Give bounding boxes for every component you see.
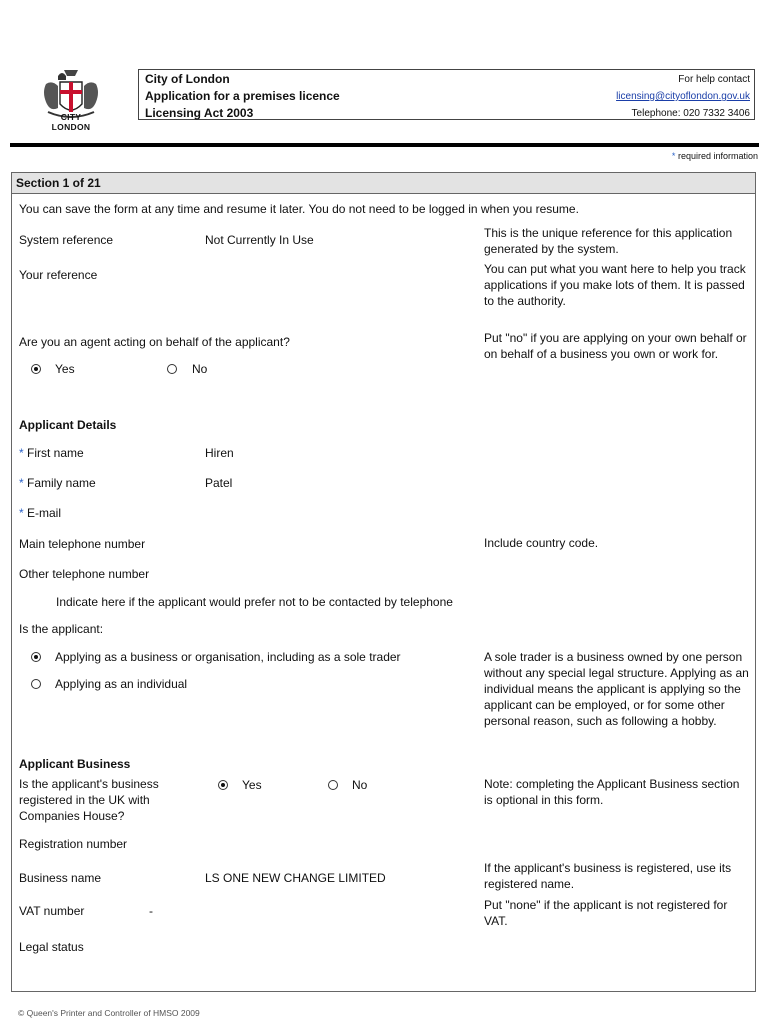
first-name-label-text: First name bbox=[27, 446, 84, 460]
required-marker: * bbox=[19, 446, 24, 460]
system-reference-label: System reference bbox=[19, 233, 114, 247]
header-divider bbox=[10, 143, 759, 147]
first-name-field[interactable]: Hiren bbox=[205, 446, 234, 460]
no-phone-contact-option[interactable]: Indicate here if the applicant would prefer not to be contacted by telephone bbox=[56, 595, 453, 609]
help-contact-label: For help contact bbox=[678, 74, 750, 85]
form-section bbox=[11, 172, 756, 992]
first-name-label bbox=[19, 446, 84, 460]
intro-text: You can save the form at any time and resume it later. You do not need to be logged in when you resume. bbox=[19, 202, 579, 216]
form-title: Application for a premises licence bbox=[145, 89, 340, 103]
email-label-text: E-mail bbox=[27, 506, 62, 520]
required-info-note bbox=[672, 151, 758, 161]
family-name-label-text: Family name bbox=[27, 476, 96, 490]
applicant-details-heading: Applicant Details bbox=[19, 418, 117, 432]
business-name-label: Business name bbox=[19, 871, 102, 885]
applicant-type-help: A sole trader is a business owned by one person without any special legal structure. Applying as an individual means the applicant is applying so the applicant can be employed, or for some other personal reason, such as following a hobby. bbox=[484, 650, 749, 728]
section-title: Section 1 of 21 bbox=[12, 173, 755, 194]
agent-no-label: No bbox=[192, 362, 208, 376]
your-reference-label: Your reference bbox=[19, 268, 98, 282]
system-reference-help: This is the unique reference for this application generated by the system. bbox=[484, 226, 733, 256]
main-phone-label: Main telephone number bbox=[19, 537, 146, 551]
registered-no-label: No bbox=[352, 778, 368, 792]
agent-help: Put "no" if you are applying on your own behalf or on behalf of a business you own or work for. bbox=[484, 331, 747, 361]
required-marker: * bbox=[19, 476, 24, 490]
required-note-text: required information bbox=[677, 151, 758, 161]
agent-question: Are you an agent acting on behalf of the applicant? bbox=[19, 335, 290, 349]
applicant-business-heading: Applicant Business bbox=[19, 757, 131, 771]
agent-yes-label: Yes bbox=[55, 362, 75, 376]
registered-yes-label: Yes bbox=[242, 778, 262, 792]
vat-number-help: Put "none" if the applicant is not registered for VAT. bbox=[484, 898, 728, 928]
family-name-field[interactable]: Patel bbox=[205, 476, 233, 490]
agent-yes-radio[interactable] bbox=[31, 364, 41, 374]
vat-number-field[interactable]: - bbox=[149, 904, 153, 918]
your-reference-help: You can put what you want here to help you track applications if you make lots of them. It is passed to the authority. bbox=[484, 262, 746, 308]
system-reference-value: Not Currently In Use bbox=[205, 233, 314, 247]
business-name-field[interactable]: LS ONE NEW CHANGE LIMITED bbox=[205, 871, 386, 885]
registered-yes-radio[interactable] bbox=[218, 780, 228, 790]
applicant-type-business-label: Applying as a business or organisation, including as a sole trader bbox=[55, 650, 401, 664]
applicant-type-business-radio[interactable] bbox=[31, 652, 41, 662]
applicant-type-individual-radio[interactable] bbox=[31, 679, 41, 689]
applicant-type-question: Is the applicant: bbox=[19, 622, 104, 636]
form-header bbox=[138, 69, 755, 120]
logo-text-city: CITY bbox=[60, 112, 82, 122]
email-label bbox=[19, 506, 61, 520]
legal-status-label: Legal status bbox=[19, 940, 84, 954]
copyright-footer: © Queen's Printer and Controller of HMSO 2009 bbox=[18, 1008, 200, 1018]
legislation-title: Licensing Act 2003 bbox=[145, 106, 254, 120]
logo-text-london: LONDON bbox=[51, 122, 91, 132]
other-phone-label: Other telephone number bbox=[19, 567, 150, 581]
vat-number-label: VAT number bbox=[19, 904, 85, 918]
registration-number-label: Registration number bbox=[19, 837, 128, 851]
applicant-type-individual-label: Applying as an individual bbox=[55, 677, 188, 691]
required-marker: * bbox=[19, 506, 24, 520]
council-name: City of London bbox=[145, 72, 230, 86]
family-name-label bbox=[19, 476, 96, 490]
help-email-link[interactable]: licensing@cityoflondon.gov.uk bbox=[616, 91, 750, 102]
registered-question: Is the applicant's business registered in the UK with Companies House? bbox=[19, 777, 159, 823]
help-telephone: Telephone: 020 7332 3406 bbox=[631, 108, 750, 119]
registered-no-radio[interactable] bbox=[328, 780, 338, 790]
registered-help: Note: completing the Applicant Business section is optional in this form. bbox=[484, 777, 740, 807]
agent-no-radio[interactable] bbox=[167, 364, 177, 374]
business-name-help: If the applicant's business is registered, use its registered name. bbox=[484, 861, 732, 891]
main-phone-help: Include country code. bbox=[484, 536, 599, 550]
required-marker: * bbox=[671, 151, 676, 161]
